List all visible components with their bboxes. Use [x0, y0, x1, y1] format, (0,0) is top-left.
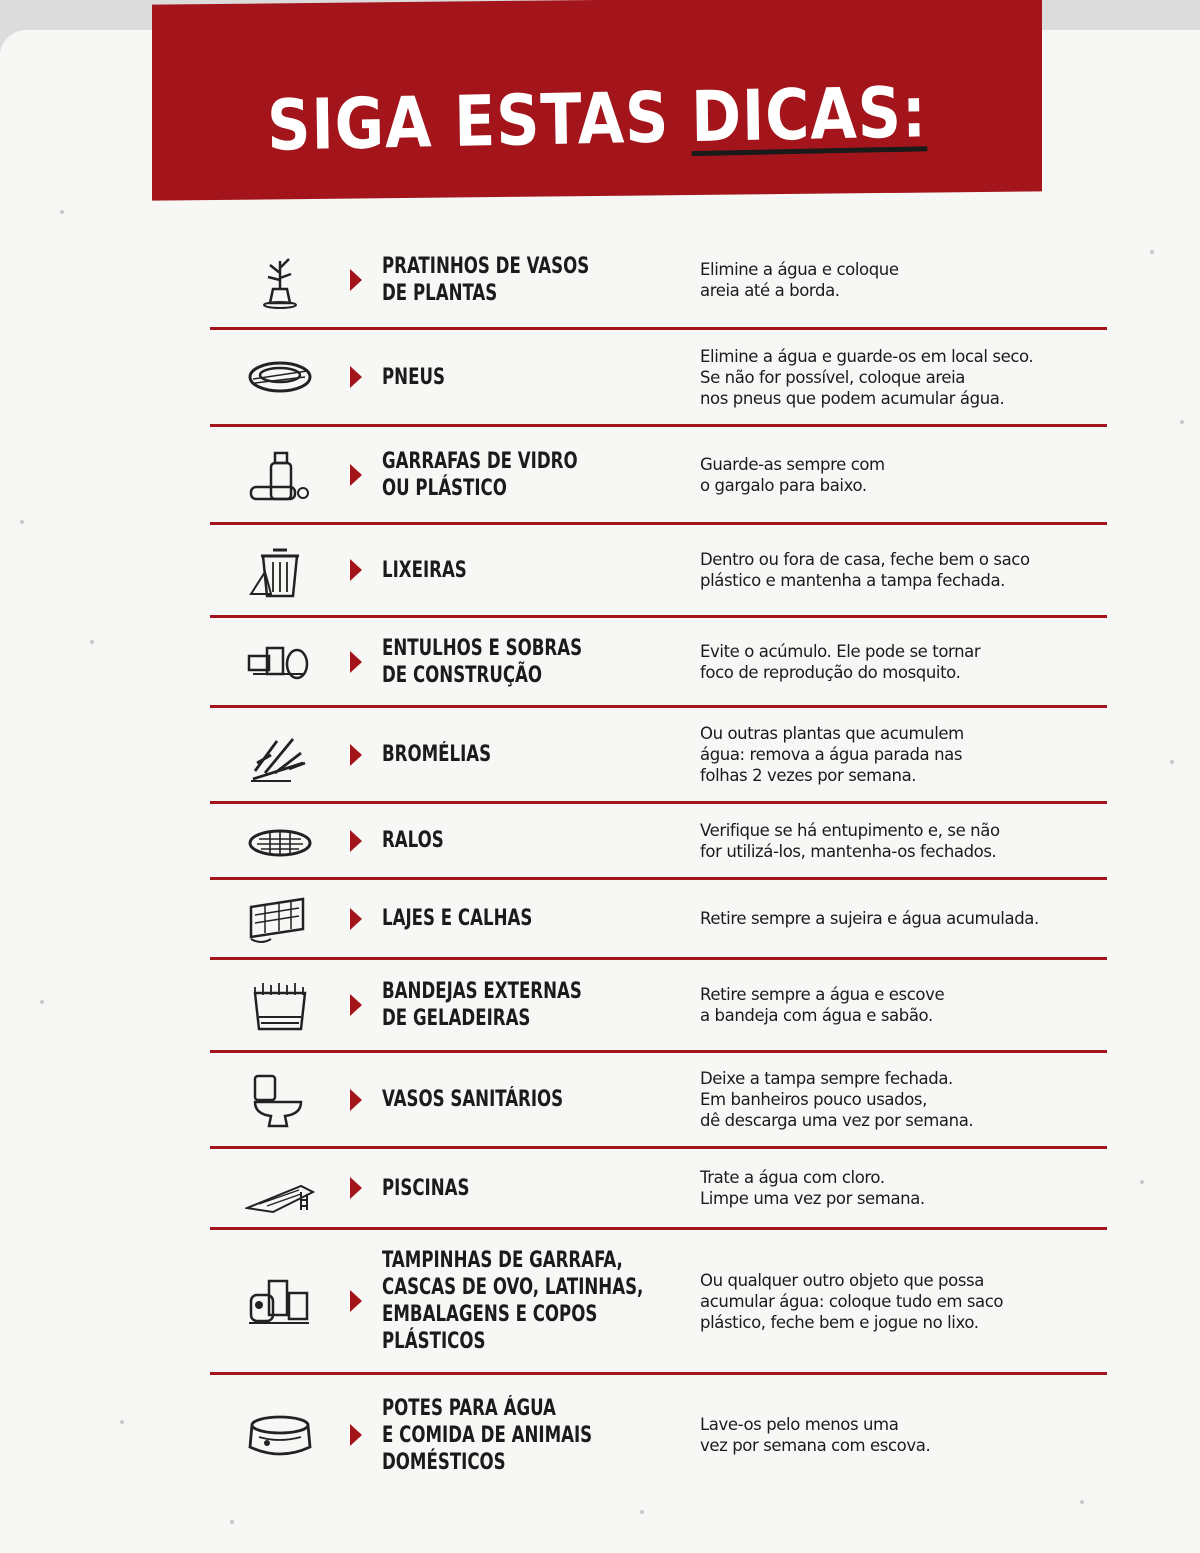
- tip-description: Verifique se há entupimento e, se não for utilizá-los, mantenha-os fechados.: [700, 820, 1000, 861]
- tip-description: Lave-os pelo menos uma vez por semana com escova.: [700, 1415, 931, 1455]
- tip-item: PRATINHOS DE VASOS DE PLANTAS: [382, 253, 590, 306]
- arrow-marker: [350, 1424, 382, 1446]
- arrow-marker: [350, 744, 382, 766]
- arrow-marker: [350, 994, 382, 1016]
- tip-item: RALOS: [382, 828, 444, 853]
- arrow-marker: [350, 464, 382, 486]
- arrow-right-icon: [350, 464, 362, 486]
- tip-row: [210, 618, 1107, 708]
- arrow-marker: [350, 269, 382, 291]
- arrow-right-icon: [350, 1089, 362, 1111]
- fridge-tray-icon: [210, 973, 350, 1037]
- arrow-marker: [350, 908, 382, 930]
- page-title: [214, 70, 981, 168]
- paper-speck: [1170, 760, 1174, 764]
- tip-description: Retire sempre a água e escove a bandeja com água e sabão.: [700, 985, 945, 1025]
- paper-speck: [120, 1420, 124, 1424]
- title-text: SIGA ESTAS: [266, 76, 692, 167]
- tip-item: PNEUS: [382, 364, 445, 390]
- tip-item: BANDEJAS EXTERNAS DE GELADEIRAS: [382, 979, 582, 1031]
- arrow-marker: [350, 830, 382, 852]
- pet-bowl-icon: [210, 1403, 350, 1467]
- arrow-right-icon: [350, 559, 362, 581]
- tip-item: PISCINAS: [382, 1175, 470, 1201]
- rubble-icon: [210, 630, 350, 694]
- arrow-marker: [350, 1089, 382, 1111]
- arrow-marker: [350, 1290, 382, 1312]
- title-highlight: DICAS:: [690, 71, 928, 159]
- tip-item: ENTULHOS E SOBRAS DE CONSTRUÇÃO: [382, 635, 583, 688]
- arrow-marker: [350, 1177, 382, 1199]
- tip-description: Guarde-as sempre com o gargalo para baixo.: [700, 454, 885, 495]
- paper-speck: [1080, 1500, 1084, 1504]
- tip-item: BROMÉLIAS: [382, 742, 492, 767]
- toilet-icon: [210, 1068, 350, 1132]
- tip-description: Dentro ou fora de casa, feche bem o saco plástico e mantenha a tampa fechada.: [700, 550, 1030, 590]
- tip-description: Deixe a tampa sempre fechada. Em banheiros pouco usados, dê descarga uma vez por semana.: [700, 1069, 974, 1130]
- paper-speck: [640, 1510, 644, 1514]
- arrow-marker: [350, 651, 382, 673]
- arrow-right-icon: [350, 651, 362, 673]
- tip-item: POTES PARA ÁGUA E COMIDA DE ANIMAIS DOMÉSTICOS: [382, 1395, 593, 1475]
- tips-list: [210, 232, 1107, 1495]
- tip-row: [210, 1230, 1107, 1375]
- tip-description: Ou outras plantas que acumulem água: remova a água parada nas folhas 2 vezes por semana.: [700, 724, 964, 785]
- paper-speck: [1180, 420, 1184, 424]
- trash-bin-icon: [210, 538, 350, 602]
- tip-row: [210, 232, 1107, 330]
- arrow-right-icon: [350, 744, 362, 766]
- arrow-right-icon: [350, 269, 362, 291]
- tip-item: LAJES E CALHAS: [382, 906, 533, 931]
- tip-description: Elimine a água e guarde-os em local seco. Se não for possível, coloque areia nos pneus que podem acumular água.: [700, 346, 1034, 408]
- arrow-marker: [350, 559, 382, 581]
- tip-description: Ou qualquer outro objeto que possa acumular água: coloque tudo em saco plástico, feche bem e jogue no lixo.: [700, 1270, 1004, 1332]
- arrow-right-icon: [350, 1290, 362, 1312]
- tip-description: Retire sempre a sujeira e água acumulada.: [700, 909, 1039, 928]
- tip-description: Elimine a água e coloque areia até a borda.: [700, 259, 899, 300]
- gutter-icon: [210, 887, 350, 951]
- paper-speck: [1140, 1180, 1144, 1184]
- paper-speck: [1150, 250, 1154, 254]
- tip-item: LIXEIRAS: [382, 557, 467, 583]
- bottle-icon: [210, 443, 350, 507]
- drain-icon: [210, 809, 350, 873]
- tip-row: [210, 1375, 1107, 1495]
- paper-speck: [40, 1000, 44, 1004]
- arrow-right-icon: [350, 366, 362, 388]
- cans-and-cups-icon: [210, 1269, 350, 1333]
- tip-row: [210, 960, 1107, 1053]
- tip-item: TAMPINHAS DE GARRAFA, CASCAS DE OVO, LATINHAS, EMBALAGENS E COPOS PLÁSTICOS: [382, 1248, 644, 1354]
- arrow-right-icon: [350, 830, 362, 852]
- tip-row: [210, 1053, 1107, 1149]
- pool-icon: [210, 1156, 350, 1220]
- tip-description: Trate a água com cloro. Limpe uma vez por semana.: [700, 1168, 925, 1208]
- tip-row: [210, 708, 1107, 804]
- tip-row: [210, 427, 1107, 525]
- paper-speck: [90, 640, 94, 644]
- tip-description: Evite o acúmulo. Ele pode se tornar foco de reprodução do mosquito.: [700, 641, 981, 682]
- arrow-marker: [350, 366, 382, 388]
- tip-row: [210, 880, 1107, 960]
- tip-item: VASOS SANITÁRIOS: [382, 1087, 564, 1112]
- tip-row: [210, 1149, 1107, 1230]
- tire-icon: [210, 345, 350, 409]
- tip-row: [210, 330, 1107, 427]
- tip-row: [210, 804, 1107, 880]
- arrow-right-icon: [350, 1424, 362, 1446]
- bromeliad-icon: [210, 723, 350, 787]
- arrow-right-icon: [350, 1177, 362, 1199]
- paper-speck: [60, 210, 64, 214]
- arrow-right-icon: [350, 994, 362, 1016]
- tip-row: [210, 525, 1107, 618]
- tip-item: GARRAFAS DE VIDRO OU PLÁSTICO: [382, 448, 578, 501]
- paper-speck: [20, 520, 24, 524]
- potted-plant-icon: [210, 248, 350, 312]
- paper-speck: [230, 1520, 234, 1524]
- arrow-right-icon: [350, 908, 362, 930]
